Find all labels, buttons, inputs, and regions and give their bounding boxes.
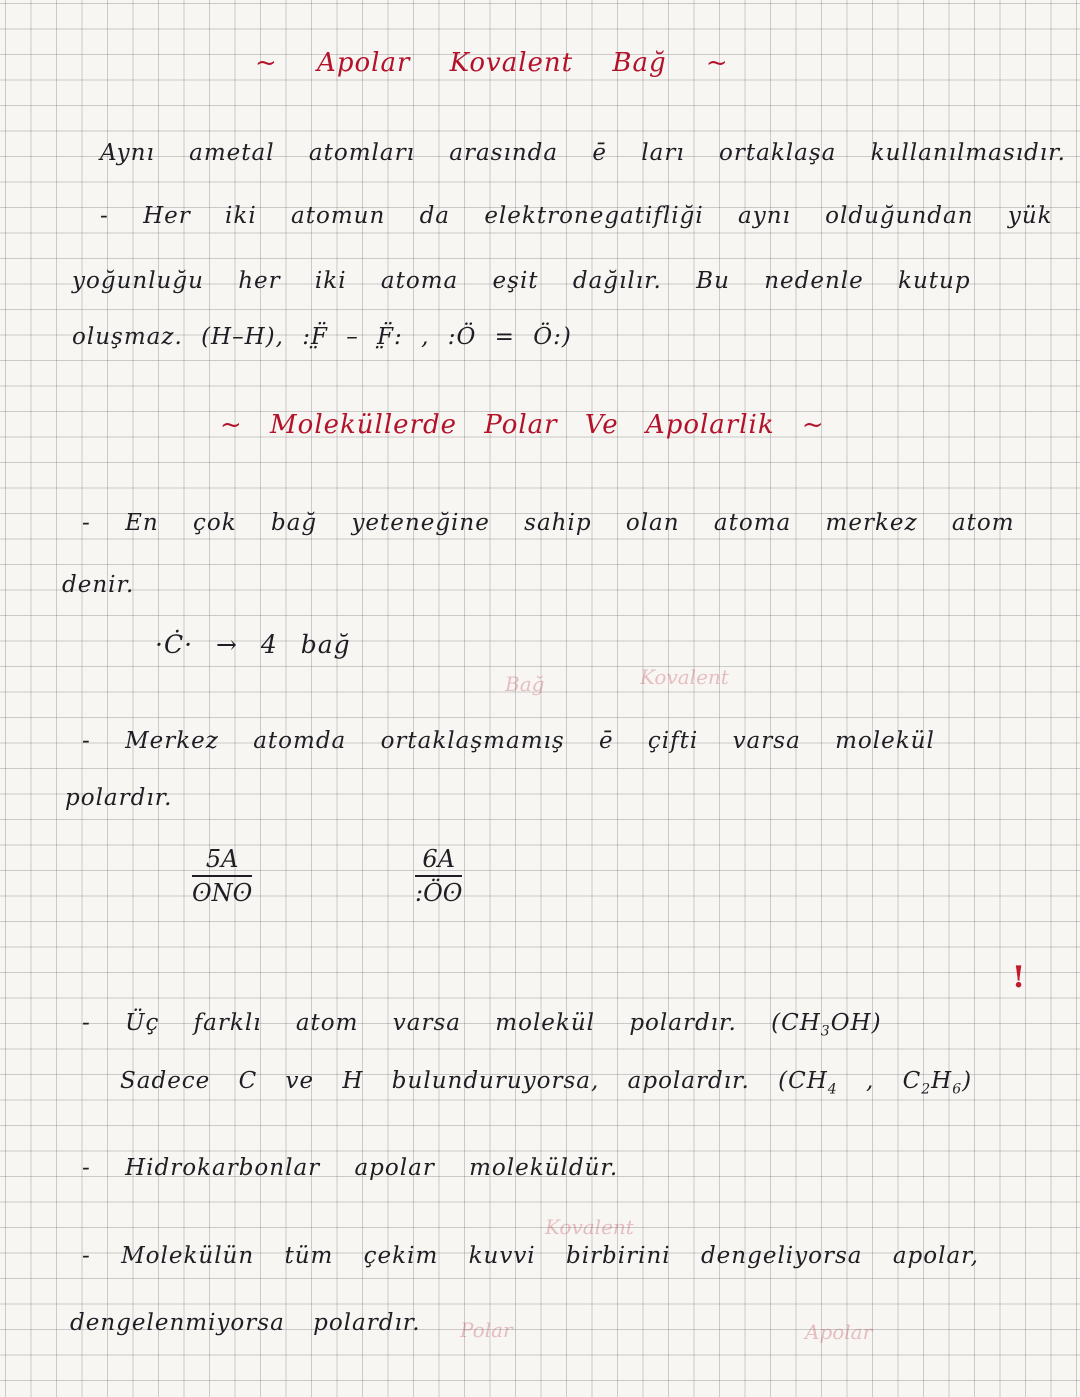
- section-title: ~ Moleküllerde Polar Ve Apolarlik ~: [220, 410, 825, 440]
- lone-pair-line-1: - Merkez atomda ortaklaşmamış ē çifti varsa molekül: [82, 728, 935, 754]
- three-atoms-end: OH): [830, 1010, 882, 1036]
- subscript: 4: [827, 1081, 838, 1098]
- group-example-6a: [415, 845, 462, 907]
- bleed-through-text: Polar: [460, 1318, 513, 1342]
- hydrogen-symbol: H: [931, 1068, 953, 1094]
- forces-line-2: dengelenmiyorsa polardır.: [70, 1310, 421, 1336]
- intro-line-2: - Her iki atomun da elektronegatifliği aynı olduğundan yük: [100, 203, 1053, 229]
- formula-end: ): [962, 1068, 973, 1094]
- three-atoms-text: - Üç farklı atom varsa molekül polardır. (CH: [82, 1010, 821, 1036]
- lone-pair-line-2: polardır.: [65, 785, 173, 811]
- intro-line-1: Aynı ametal atomları arasında ē ları ortaklaşa kullanılmasıdır.: [100, 140, 1066, 166]
- bleed-through-text: Bağ: [505, 672, 545, 696]
- group-structure: ʘNʘ: [192, 879, 253, 907]
- bleed-through-text: Kovalent: [545, 1215, 634, 1239]
- bleed-through-text: Kovalent: [640, 665, 729, 689]
- hydrocarbons-line: - Hidrokarbonlar apolar moleküldür.: [82, 1155, 619, 1181]
- carbon-example: ·Ċ· → 4 bağ: [155, 630, 351, 659]
- three-atoms-line-1: [82, 1010, 882, 1040]
- bleed-through-text: Apolar: [805, 1320, 873, 1344]
- central-atom-line-2: denir.: [62, 572, 135, 598]
- subscript: 3: [820, 1023, 831, 1040]
- subscript: 2: [921, 1081, 932, 1098]
- only-c-h-text: Sadece C ve H bulunduruyorsa, apolardır. (CH: [120, 1068, 828, 1094]
- group-label: 5A: [192, 845, 252, 877]
- margin-mark: !: [1012, 960, 1026, 995]
- formula-separator: , C: [837, 1068, 922, 1094]
- central-atom-line-1: - En çok bağ yeteneğine sahip olan atoma merkez atom: [82, 510, 1015, 536]
- page-title: ~ Apolar Kovalent Bağ ~: [255, 48, 729, 78]
- three-atoms-line-2: [120, 1068, 972, 1098]
- group-label: 6A: [415, 845, 462, 877]
- forces-line-1: - Molekülün tüm çekim kuvvi birbirini dengeliyorsa apolar,: [82, 1243, 979, 1269]
- group-structure: :Öʘ: [415, 879, 463, 907]
- intro-line-4: oluşmaz. (H–H), :F̤̈ – F̤̈: , :Ö = Ö:): [72, 324, 572, 350]
- subscript: 6: [952, 1081, 963, 1098]
- group-example-5a: [192, 845, 252, 907]
- intro-line-3: yoğunluğu her iki atoma eşit dağılır. Bu nedenle kutup: [72, 268, 971, 294]
